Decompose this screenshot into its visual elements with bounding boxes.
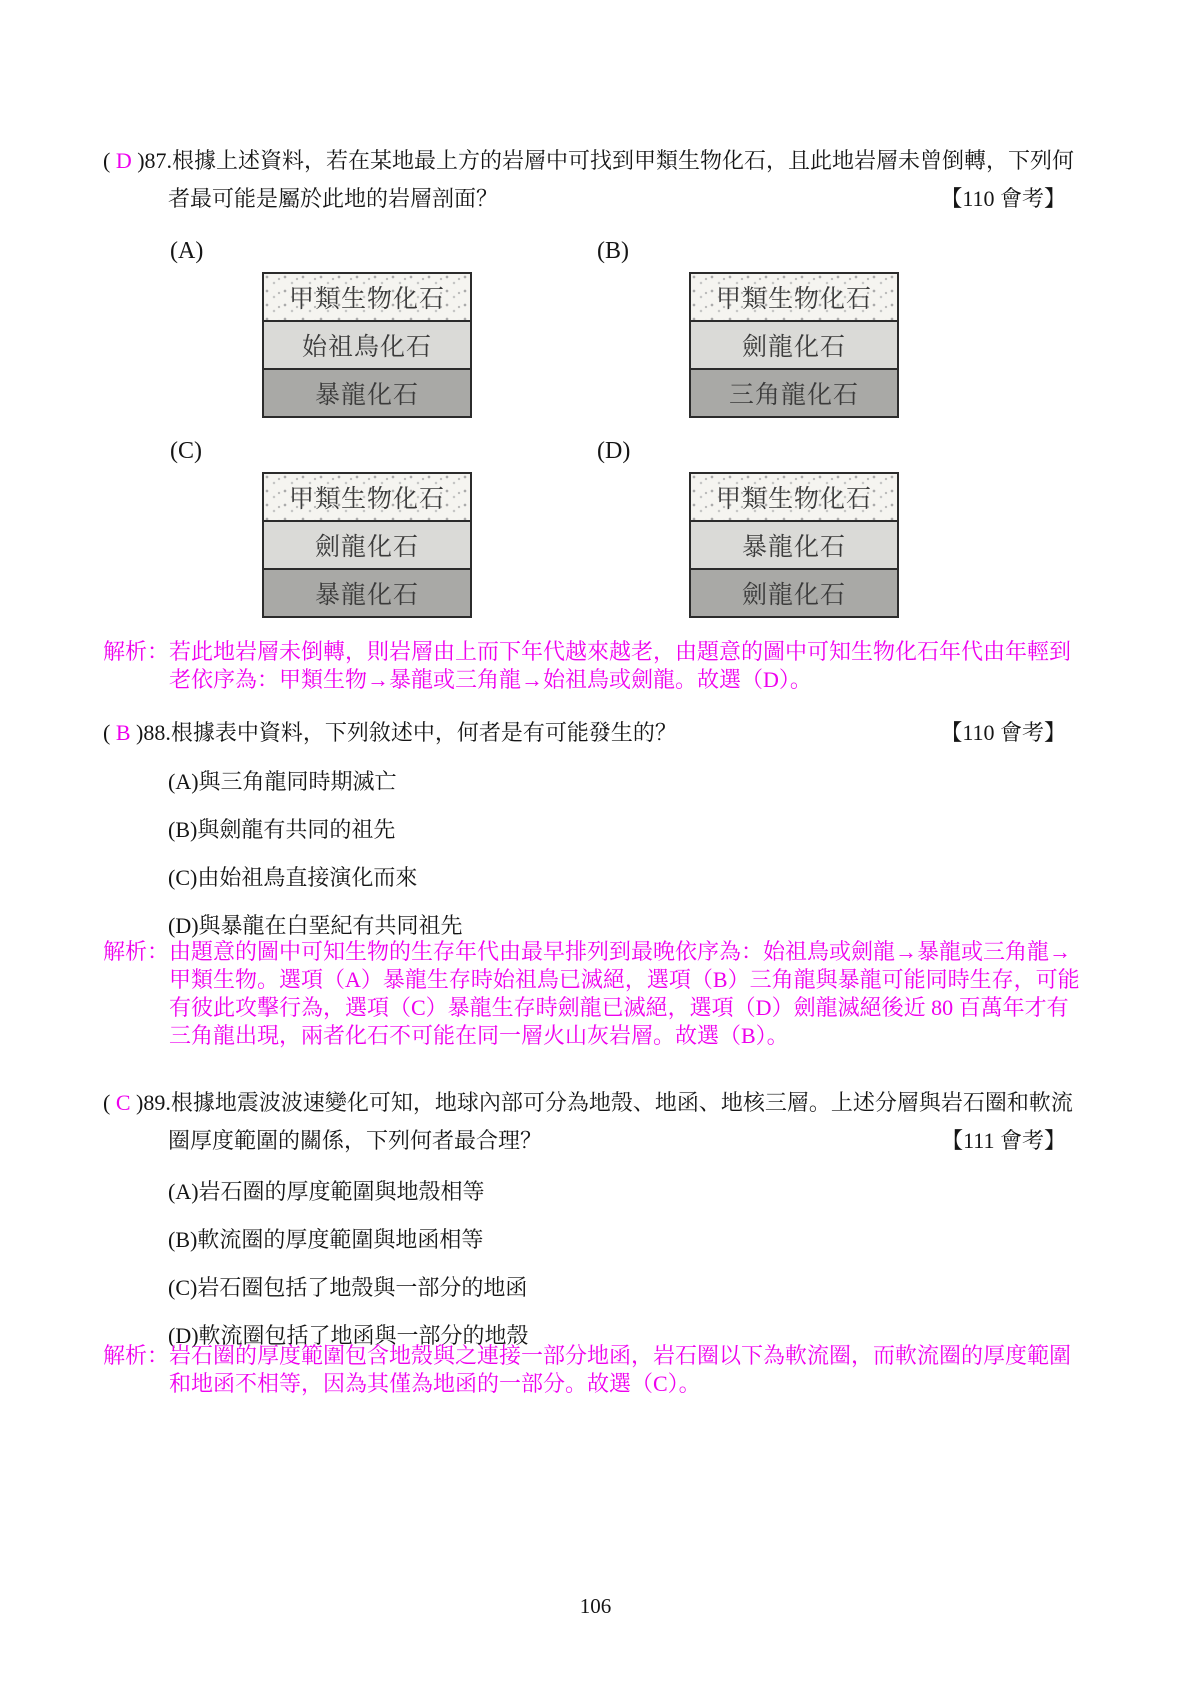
- option-c-diagram: [170, 436, 472, 618]
- option-label: (D): [168, 1323, 199, 1348]
- stratum-layer: 始祖鳥化石: [262, 320, 472, 370]
- question-88-text: 根據表中資料，下列敘述中，何者是有可能發生的？: [170, 720, 677, 745]
- option-text: 由始祖鳥直接演化而來: [197, 865, 418, 890]
- question-number: 87.: [144, 148, 173, 173]
- question-number: 88.: [143, 720, 171, 745]
- analysis-89-text: 岩石圈的厚度範圍包含地殼與之連接一部分地函，岩石圈以下為軟流圈，而軟流圈的厚度範圍和地函不相等，因為其僅為地函的一部分。故選（C）。: [169, 1343, 1072, 1396]
- question-89: [103, 1084, 1080, 1160]
- option-text: 與暴龍在白堊紀有共同祖先: [198, 913, 463, 938]
- analysis-label: 解析：: [103, 639, 170, 664]
- option-label: (A): [168, 769, 199, 794]
- question-89-options: [168, 1168, 1018, 1360]
- option-label: (C): [168, 865, 198, 890]
- analysis-88: [103, 938, 1084, 1050]
- option-text: 軟流圈的厚度範圍與地函相等: [197, 1227, 484, 1252]
- stratum-layer: 劍龍化石: [262, 520, 472, 570]
- question-88: [103, 714, 1080, 752]
- strata-box: [262, 472, 472, 618]
- option-label: (A): [168, 1179, 199, 1204]
- question-87: [103, 142, 1080, 218]
- question-89-text: 根據地震波波速變化可知，地球內部可分為地殼、地函、地核三層。上述分層與岩石圈和軟流圈厚度範圍的關係，下列何者最合理？: [168, 1090, 1073, 1153]
- strata-box: [689, 472, 899, 618]
- answer-letter: D: [115, 148, 132, 173]
- option-a: [168, 758, 1018, 806]
- option-c: [168, 1264, 1018, 1312]
- option-label: (C): [168, 1275, 198, 1300]
- stratum-layer: 三角龍化石: [689, 368, 899, 418]
- strata-box: [262, 272, 472, 418]
- stratum-layer: 暴龍化石: [262, 368, 472, 418]
- stratum-layer: 甲類生物化石: [262, 272, 472, 322]
- option-text: 軟流圈包括了地函與一部分的地殼: [198, 1323, 529, 1348]
- question-88-answer: ( B )88.: [103, 720, 171, 745]
- exam-year-tag: 【110 會考】: [940, 186, 1066, 211]
- exam-year-tag: 【110 會考】: [940, 720, 1066, 745]
- answer-letter: C: [115, 1090, 131, 1115]
- exam-year-tag: 【111 會考】: [941, 1128, 1066, 1153]
- analysis-label: 解析：: [103, 1343, 170, 1368]
- question-number: 89.: [143, 1090, 171, 1115]
- analysis-89: [103, 1342, 1084, 1398]
- analysis-88-text: 由題意的圖中可知生物的生存年代由最早排列到最晚依序為：始祖鳥或劍龍→暴龍或三角龍→甲類生物。選項（A）暴龍生存時始祖鳥已滅絕，選項（B）三角龍與暴龍可能同時生存，可能有彼此攻擊行為，選項（C）暴龍生存時劍龍已滅絕，選項（D）劍龍滅絕後近 80 百萬年才有三角龍出現，兩者化石不可能在同一層火山灰岩層。故選（B）。: [169, 939, 1080, 1048]
- question-87-text: 根據上述資料，若在某地最上方的岩層中可找到甲類生物化石，且此地岩層未曾倒轉，下列何者最可能是屬於此地的岩層剖面？: [168, 148, 1075, 211]
- option-label: (C): [170, 438, 202, 464]
- option-text: 與三角龍同時期滅亡: [198, 769, 397, 794]
- option-b-diagram: [597, 236, 899, 418]
- stratum-layer: 甲類生物化石: [689, 472, 899, 522]
- option-c: [168, 854, 1018, 902]
- stratum-layer: 劍龍化石: [689, 568, 899, 618]
- stratum-layer: 暴龍化石: [262, 568, 472, 618]
- analysis-label: 解析：: [103, 939, 170, 964]
- option-label: (A): [170, 238, 204, 264]
- analysis-87: [103, 638, 1084, 694]
- question-87-answer: ( D )87.: [103, 148, 173, 173]
- option-label: (B): [168, 1227, 198, 1252]
- option-text: 與劍龍有共同的祖先: [197, 817, 396, 842]
- question-88-options: [168, 758, 1018, 950]
- analysis-87-text: 若此地岩層未倒轉，則岩層由上而下年代越來越老，由題意的圖中可知生物化石年代由年輕到老依序為：甲類生物→暴龍或三角龍→始祖鳥或劍龍。故選（D）。: [169, 639, 1072, 692]
- option-d-diagram: [597, 436, 899, 618]
- stratum-layer: 暴龍化石: [689, 520, 899, 570]
- stratum-layer: 甲類生物化石: [689, 272, 899, 322]
- strata-box: [689, 272, 899, 418]
- option-b: [168, 806, 1018, 854]
- answer-letter: B: [115, 720, 131, 745]
- option-a-diagram: [170, 236, 472, 418]
- option-label: (D): [597, 438, 631, 464]
- page-number: 106: [579, 1594, 612, 1618]
- option-b: [168, 1216, 1018, 1264]
- option-label: (B): [168, 817, 198, 842]
- stratum-layer: 甲類生物化石: [262, 472, 472, 522]
- option-a: [168, 1168, 1018, 1216]
- question-89-answer: ( C )89.: [103, 1090, 171, 1115]
- option-label: (B): [597, 238, 629, 264]
- stratum-layer: 劍龍化石: [689, 320, 899, 370]
- option-text: 岩石圈的厚度範圍與地殼相等: [198, 1179, 485, 1204]
- option-label: (D): [168, 913, 199, 938]
- option-text: 岩石圈包括了地殼與一部分的地函: [197, 1275, 528, 1300]
